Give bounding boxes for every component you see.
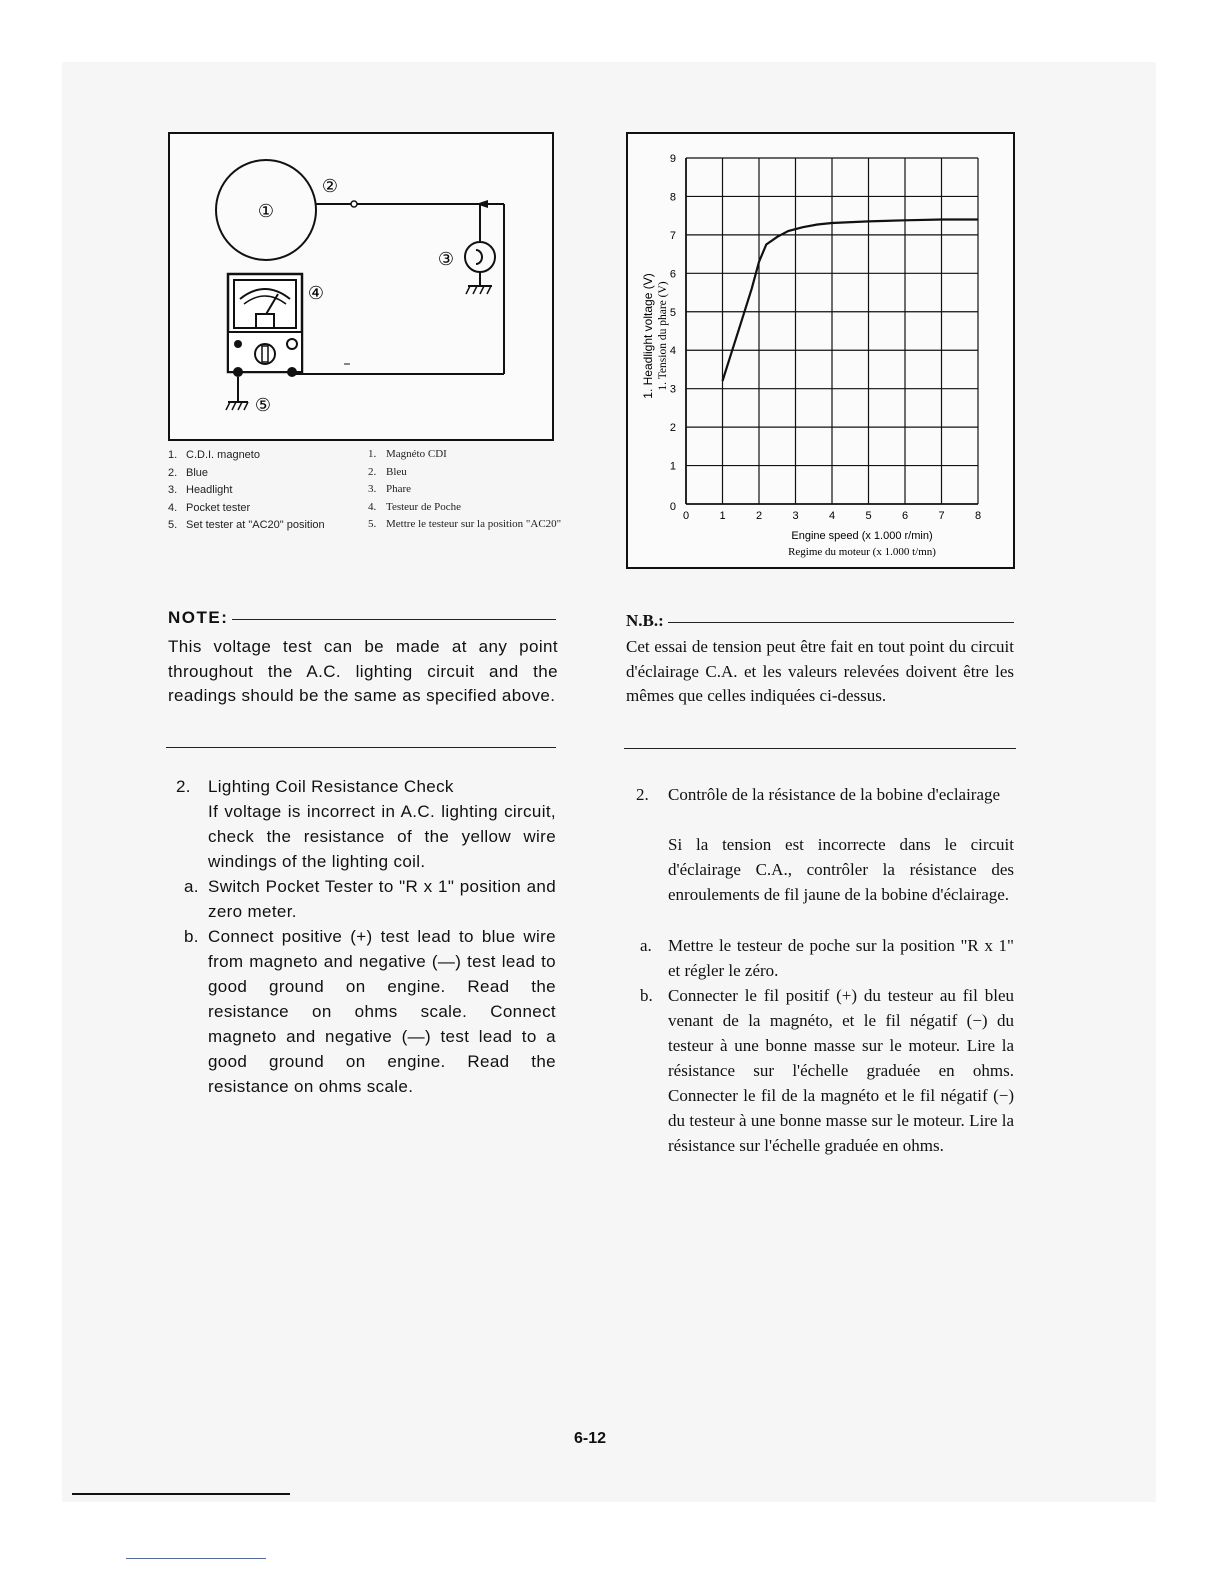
- note-heading-label: N.B.:: [626, 611, 664, 630]
- callout-5: ⑤: [254, 395, 272, 416]
- x-tick-label: 8: [974, 510, 982, 522]
- note-text-french: Cet essai de tension peut être fait en tout point du circuit d'éclairage C.A. et les valeurs relevées doivent être les mêmes que celles indiquées ci-dessus.: [626, 637, 1014, 705]
- note-heading-label: NOTE:: [168, 608, 229, 627]
- legend-item: 2. Blue: [168, 466, 209, 479]
- bottom-rule: [72, 1493, 290, 1495]
- x-tick-label: 0: [682, 510, 690, 522]
- headlight-symbol: [465, 242, 495, 272]
- x-tick-label: 4: [828, 510, 836, 522]
- x-axis-label-french: Regime du moteur (x 1.000 t/mn): [788, 546, 936, 558]
- section-intro-english: If voltage is incorrect in A.C. lighting circuit, check the resistance of the yellow wire windings of the lighting coil.: [208, 802, 556, 871]
- voltage-chart: [626, 132, 1015, 569]
- legend-item: 3. Headlight: [168, 484, 233, 496]
- bottom-link-rule: [126, 1558, 266, 1559]
- circuit-diagram: [168, 132, 554, 441]
- note-heading-french: [626, 611, 1014, 631]
- series-line-headlight-voltage: [723, 220, 979, 382]
- y-tick-label: 3: [669, 383, 676, 396]
- y-tick-label: 4: [669, 345, 676, 358]
- divider: [166, 747, 556, 748]
- x-tick-label: 3: [792, 510, 799, 522]
- section-intro-french: Si la tension est incorrecte dans le circuit d'éclairage C.A., contrôler la résistance des enroulements de fil jaune de la bobine d'éclairage.: [668, 835, 1014, 904]
- headlight-filament: [476, 250, 482, 264]
- legend-english: [168, 447, 368, 535]
- legend-item: 5. Set tester at "AC20" position: [168, 519, 325, 531]
- legend-item: 5. Mettre le testeur sur la position "AC20": [368, 518, 562, 530]
- step-b-english: b. Connect positive (+) test lead to blue wire from magneto and negative (—) test lead to good ground on engine. Read the resistance on ohms scale. Connect magneto and negative (—) test lead to a good ground on engine. Read the resistance on ohms scale.: [184, 927, 556, 1096]
- legend-item: 2. Bleu: [368, 465, 407, 478]
- section-heading-english: 2. Lighting Coil Resistance Check: [176, 777, 454, 796]
- wire-junction: [351, 201, 357, 207]
- page-number: 6-12: [574, 1430, 607, 1447]
- origin-label: 0: [669, 501, 676, 513]
- note-heading-english: [168, 608, 556, 628]
- callout-4: ④: [307, 283, 325, 304]
- x-tick-label: 7: [938, 510, 945, 522]
- legend-french: [368, 446, 618, 534]
- x-tick-label: 6: [901, 510, 909, 522]
- y-tick-label: 6: [669, 268, 676, 281]
- y-tick-label: 2: [669, 422, 676, 435]
- y-tick-label: 9: [669, 153, 676, 165]
- step-a-french: a. Mettre le testeur de poche sur la position "R x 1" et régler le zéro.: [640, 936, 1014, 980]
- y-tick-label: 1: [669, 460, 676, 473]
- callout-3: ③: [437, 249, 455, 270]
- step-a-english: a. Switch Pocket Tester to "R x 1" position and zero meter.: [184, 877, 556, 921]
- x-tick-label: 2: [755, 510, 763, 522]
- note-text-english: This voltage test can be made at any point throughout the A.C. lighting circuit and the readings should be the same as specified above.: [168, 637, 558, 705]
- callout-1: ①: [257, 201, 275, 222]
- chart-svg: [628, 134, 1013, 567]
- y-tick-label: 5: [669, 306, 676, 319]
- circuit-svg: [170, 134, 552, 439]
- divider: [624, 748, 1016, 749]
- legend-item: 1. Magnéto CDI: [368, 448, 447, 460]
- y-tick-label: 8: [669, 191, 676, 204]
- callout-2: ②: [321, 176, 339, 197]
- x-axis-label: Engine speed (x 1.000 r/min): [791, 530, 933, 542]
- wire-arrow: [476, 200, 488, 208]
- y-tick-label: 7: [669, 229, 676, 242]
- legend-item: 1. C.D.I. magneto: [168, 449, 260, 461]
- x-tick-label: 1: [719, 510, 726, 522]
- chart-grid: [686, 158, 978, 504]
- legend-item: 4. Testeur de Poche: [368, 500, 461, 513]
- y-axis-label-french: 1. Tension du phare (V): [657, 281, 669, 391]
- x-tick-label: 5: [865, 510, 872, 522]
- step-b-french: b. Connecter le fil positif (+) du testeur au fil bleu venant de la magnéto, et le fil négatif (−) du testeur à une bonne masse sur le moteur. Lire la résistance sur l'échelle graduée en ohms. Connecter le fil de la magnéto et le fil négatif (−) du testeur à une bonne masse sur le moteur. Lire la résistance sur l'échelle graduée en ohms.: [640, 986, 1014, 1155]
- y-axis-label: 1. Headlight voltage (V): [641, 273, 655, 399]
- legend-item: 4. Pocket tester: [168, 501, 251, 514]
- section-heading-french: 2. Contrôle de la résistance de la bobine d'eclairage: [636, 785, 1001, 804]
- legend-item: 3. Phare: [368, 483, 412, 495]
